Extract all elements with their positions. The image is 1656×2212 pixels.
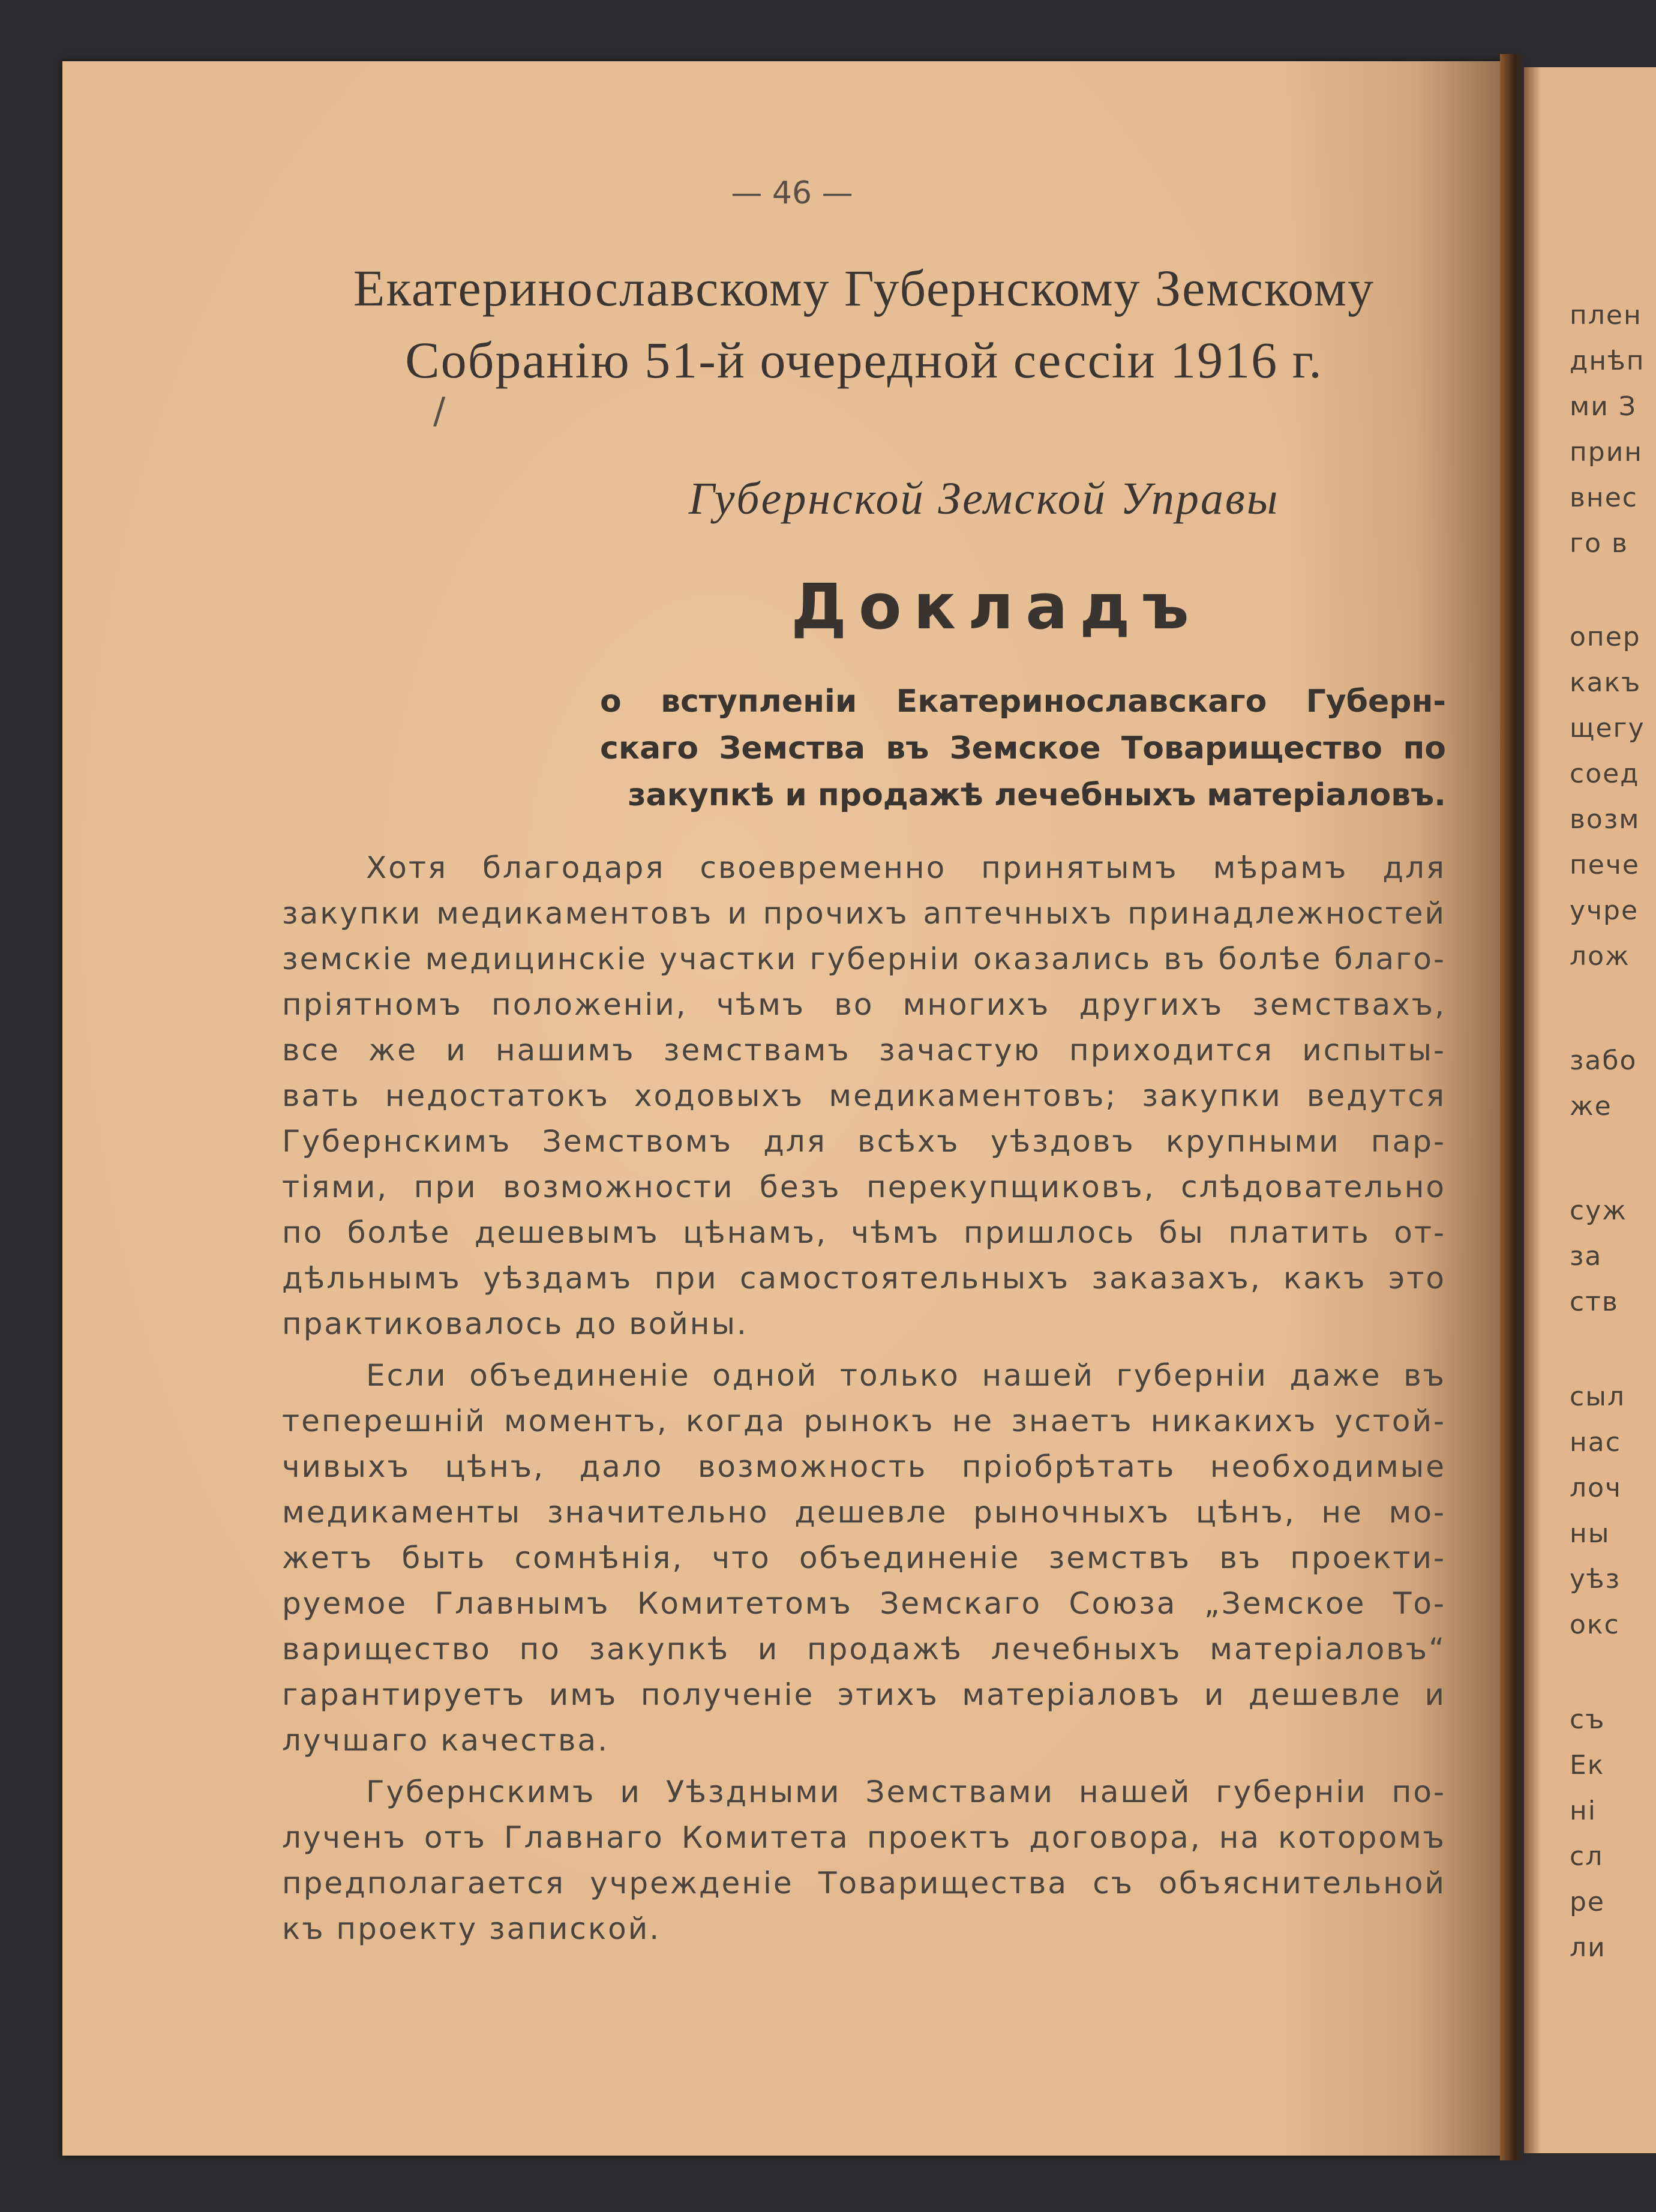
paragraph bbox=[282, 1769, 1446, 1952]
report-body bbox=[282, 845, 1446, 1958]
text-line: Губернскимъ и Уѣздными Земствами нашей губерніи по- bbox=[366, 1775, 1446, 1809]
facing-page-fragment: днѣп bbox=[1570, 346, 1645, 376]
text-line: Если объединеніе одной только нашей губерніи даже въ bbox=[366, 1358, 1446, 1393]
facing-page-fragment: возм bbox=[1570, 804, 1640, 835]
facing-page-fragment: ств bbox=[1570, 1287, 1619, 1317]
facing-page-fragment: соед bbox=[1570, 759, 1640, 789]
text-line: закупки медикаментовъ и прочихъ аптечныхъ принадлежностей bbox=[282, 896, 1446, 931]
facing-page-fragment: пече bbox=[1570, 850, 1640, 880]
facing-page-fragment: внес bbox=[1570, 482, 1638, 513]
paragraph bbox=[282, 845, 1446, 1347]
text-line: руемое Главнымъ Комитетомъ Земскаго Союза „Земское То- bbox=[282, 1586, 1446, 1621]
document-title bbox=[276, 252, 1452, 396]
facing-page-fragment: за bbox=[1570, 1241, 1603, 1272]
text-line: дѣльнымъ уѣздамъ при самостоятельныхъ заказахъ, какъ это bbox=[282, 1261, 1446, 1296]
text-line: по болѣе дешевымъ цѣнамъ, чѣмъ пришлось бы платить от- bbox=[282, 1215, 1446, 1250]
facing-page-fragment: ні bbox=[1570, 1796, 1597, 1826]
title-line: Екатеринославскому Губернскому Земскому bbox=[353, 259, 1375, 317]
facing-page-fragment: сл bbox=[1570, 1841, 1604, 1872]
facing-page-fragment: уѣз bbox=[1570, 1564, 1621, 1594]
facing-page-fragment: окс bbox=[1570, 1609, 1620, 1640]
facing-page-fragment: опер bbox=[1570, 622, 1641, 652]
pencil-mark: / bbox=[433, 390, 446, 432]
facing-page-fragment: плен bbox=[1570, 300, 1642, 331]
text-line: Хотя благодаря своевременно принятымъ мѣрамъ для bbox=[366, 850, 1446, 885]
subject-line: скаго Земства въ Земское Товарищество по bbox=[600, 730, 1446, 766]
subject-line: закупкѣ и продажѣ лечебныхъ матеріаловъ. bbox=[628, 777, 1446, 813]
facing-page-fragment: съ bbox=[1570, 1704, 1606, 1735]
text-line: гарантируетъ имъ полученіе этихъ матеріаловъ и дешевле и bbox=[282, 1677, 1446, 1712]
report-author: Губернской Земской Управы bbox=[688, 473, 1280, 524]
text-line: лученъ отъ Главнаго Комитета проектъ договора, на которомъ bbox=[282, 1820, 1446, 1855]
facing-page-fragment: же bbox=[1570, 1091, 1612, 1122]
facing-page-fragment: ны bbox=[1570, 1518, 1610, 1549]
text-line: вать недостатокъ ходовыхъ медикаментовъ; закупки ведутся bbox=[282, 1078, 1446, 1113]
text-line: чивыхъ цѣнъ, дало возможность пріобрѣтать необходимые bbox=[282, 1449, 1446, 1484]
text-line: предполагается учрежденіе Товарищества съ объяснительной bbox=[282, 1866, 1446, 1901]
text-line: лучшаго качества. bbox=[282, 1723, 609, 1758]
facing-page-fragment: ми З bbox=[1570, 391, 1637, 422]
text-line: земскіе медицинскіе участки губерніи оказались въ болѣе благо- bbox=[282, 942, 1446, 976]
text-line: Губернскимъ Земствомъ для всѣхъ уѣздовъ крупными пар- bbox=[282, 1124, 1446, 1159]
text-line: къ проекту запиской. bbox=[282, 1911, 661, 1946]
facing-page-fragment: Ек bbox=[1570, 1750, 1605, 1781]
text-line: варищество по закупкѣ и продажѣ лечебныхъ матеріаловъ“ bbox=[282, 1632, 1446, 1667]
facing-page-fragment: какъ bbox=[1570, 667, 1642, 698]
facing-page-fragment: учре bbox=[1570, 895, 1639, 926]
paragraph bbox=[282, 1353, 1446, 1763]
text-line: все же и нашимъ земствамъ зачастую приходится испыты- bbox=[282, 1033, 1446, 1068]
text-line: практиковалось до войны. bbox=[282, 1306, 748, 1341]
facing-page-fragment: ли bbox=[1570, 1932, 1606, 1963]
facing-page-fragment: го в bbox=[1570, 528, 1628, 559]
facing-page-fragment: лоч bbox=[1570, 1473, 1622, 1503]
facing-page-fragment: ре bbox=[1570, 1887, 1605, 1917]
book-gutter bbox=[1500, 54, 1524, 2160]
title-line: Собранію 51-й очередной сессіи 1916 г. bbox=[405, 331, 1323, 389]
text-line: медикаменты значительно дешевле рыночныхъ цѣнъ, не мо- bbox=[282, 1495, 1446, 1530]
facing-page-fragment: нас bbox=[1570, 1427, 1621, 1458]
text-line: теперешній моментъ, когда рынокъ не знаетъ никакихъ устой- bbox=[282, 1404, 1446, 1438]
report-heading: Докладъ bbox=[791, 570, 1201, 643]
facing-page-fragment: лож bbox=[1570, 941, 1630, 972]
facing-page bbox=[1524, 67, 1656, 2153]
facing-page-fragment: забо bbox=[1570, 1045, 1637, 1076]
text-line: пріятномъ положеніи, чѣмъ во многихъ другихъ земствахъ, bbox=[282, 987, 1446, 1022]
text-line: жетъ быть сомнѣнія, что объединеніе земствъ въ проекти- bbox=[282, 1540, 1446, 1575]
facing-page-fragment: суж bbox=[1570, 1195, 1627, 1226]
facing-page-fragment: щегу bbox=[1570, 713, 1645, 744]
subject-line: о вступленіи Екатеринославскаго Губерн- bbox=[600, 684, 1446, 720]
facing-page-fragment: сыл bbox=[1570, 1381, 1626, 1412]
text-line: тіями, при возможности безъ перекупщиковъ, слѣдовательно bbox=[282, 1170, 1446, 1204]
page-number: — 46 — bbox=[731, 175, 853, 211]
facing-page-fragment: прин bbox=[1570, 437, 1643, 467]
report-subject bbox=[600, 678, 1446, 819]
